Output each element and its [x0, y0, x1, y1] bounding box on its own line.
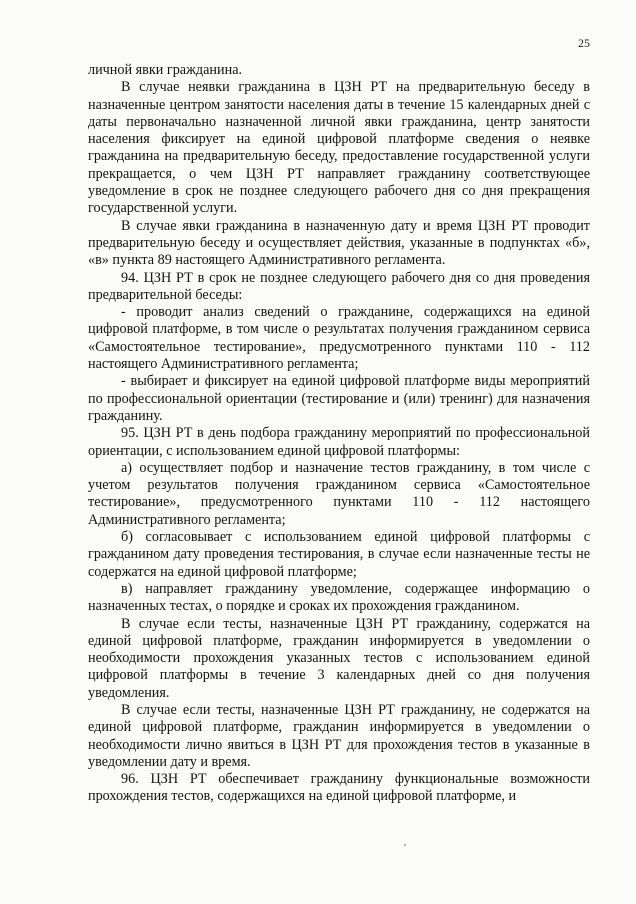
page-number: 25 [578, 36, 590, 50]
paragraph: личной явки гражданина. [88, 62, 243, 78]
paragraph: а) осуществляет подбор и назначение тестов гражданину, в том числе с учетом результатов получения гражданином сервиса «Самостоятельное тестирование», предусмотренного пунктами 110 - 112 настоящего Административного регламента; [88, 459, 590, 528]
paragraph: в) направляет гражданину уведомление, содержащее информацию о назначенных тестах, о порядке и сроках их прохождения гражданином. [88, 580, 590, 615]
paragraph: В случае явки гражданина в назначенную дату и время ЦЗН РТ проводит предварительную беседу и осуществляет действия, указанные в подпунктах «б», «в» пункта 89 настоящего Административного регламента. [88, 217, 590, 269]
paragraph: В случае неявки гражданина в ЦЗН РТ на предварительную беседу в назначенные центром занятости населения даты в течение 15 календарных дней с даты первоначально назначенной личной явки гражданина, центр занятости населения фиксирует на единой цифровой платформе сведения о неявке гражданина на предварительную беседу, предоставление государственной услуги прекращается, о чем ЦЗН РТ направляет гражданину соответствующее уведомление в срок не позднее следующего рабочего дня со дня прекращения государственной услуги. [88, 79, 590, 217]
paragraph: В случае если тесты, назначенные ЦЗН РТ гражданину, содержатся на единой цифровой платформе, гражданин информируется в уведомлении о необходимости прохождения указанных тестов с использованием единой цифровой платформы в течение 3 календарных дней со дня получения уведомления. [88, 615, 590, 701]
document-body [88, 62, 590, 806]
paragraph: - проводит анализ сведений о гражданине, содержащихся на единой цифровой платформе, в том числе о результатах получения гражданином сервиса «Самостоятельное тестирование», предусмотренного пунктами 110 - 112 настоящего Административного регламента; [88, 304, 590, 373]
scan-speck [404, 844, 406, 846]
paragraph: б) согласовывает с использованием единой цифровой платформы с гражданином дату проведения тестирования, в случае если назначенные тесты не содержатся на единой цифровой платформе; [88, 529, 590, 580]
paragraph: 94. ЦЗН РТ в срок не позднее следующего рабочего дня со дня проведения предварительной беседы: [88, 269, 590, 303]
paragraph: - выбирает и фиксирует на единой цифровой платформе виды мероприятий по профессиональной ориентации (тестирование и (или) тренинг) для назначения гражданину. [88, 373, 590, 424]
paragraph: 96. ЦЗН РТ обеспечивает гражданину функциональные возможности прохождения тестов, содержащихся на единой цифровой платформе, и [88, 771, 590, 805]
paragraph: В случае если тесты, назначенные ЦЗН РТ гражданину, не содержатся на единой цифровой платформе, гражданин информируется в уведомлении о необходимости лично явиться в ЦЗН РТ для прохождения тестов в указанные в уведомлении дату и время. [88, 701, 590, 770]
paragraph: 95. ЦЗН РТ в день подбора гражданину мероприятий по профессиональной ориентации, с использованием единой цифровой платформы: [88, 425, 590, 459]
